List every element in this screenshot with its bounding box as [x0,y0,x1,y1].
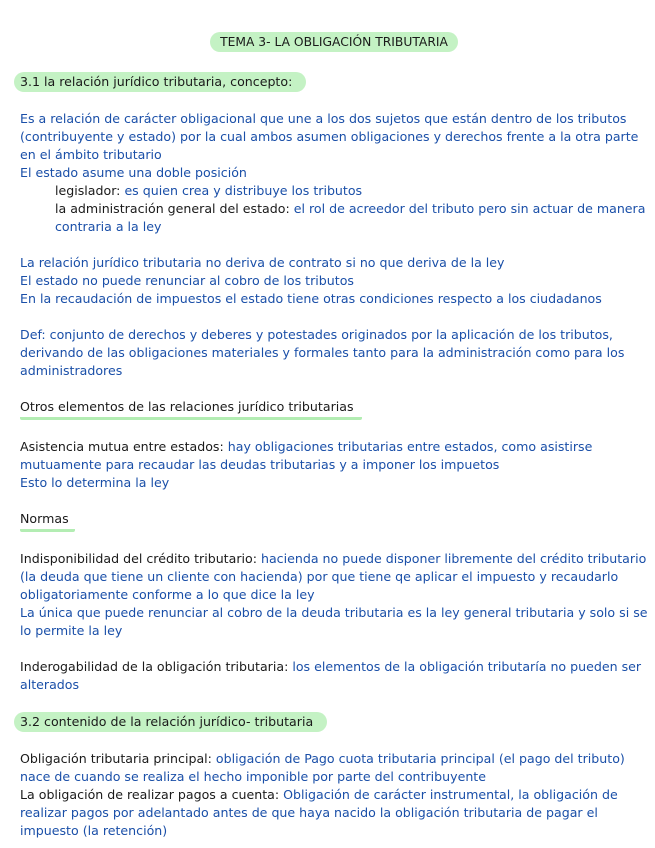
paragraph-relacion-definicion: Es a relación de carácter obligacional que une a los dos sujetos que están dentro de los tributos (contribuyente y estado) por la cual ambos asumen obligaciones y derechos frente a la otra parte en el ámbito tributario [20,111,639,162]
obligacion-principal-label: Obligación tributaria principal: [20,751,212,766]
paragraph-recaudacion: En la recaudación de impuestos el estado tiene otras condiciones respecto a los ciudadanos [20,291,602,306]
document-page [20,0,648,840]
paragraph-indisponibilidad [20,550,648,604]
inderogabilidad-text: los elementos de la obligación tributaría no pueden ser alterados [20,659,642,692]
item-legislador-label: legislador: [55,183,121,198]
paragraph-obligacion-principal [20,750,648,786]
pagos-cuenta-text: Obligación de carácter instrumental, la obligación de realizar pagos por adelantado antes de que haya nacido la obligación tributaria de pagar el impuesto (la retención) [20,787,618,838]
asistencia-text: hay obligaciones tributarias entre estados, como asistirse mutuamente para recaudar las deudas tributarias y a imponer los impuetos [20,439,593,472]
item-legislador-text: es quien crea y distribuye los tributos [124,183,363,198]
title-container [20,32,648,52]
indisponibilidad-label: Indisponibilidad del crédito tributario: [20,551,257,566]
paragraph-no-contrato: La relación jurídico tributaria no deriva de contrato si no que deriva de la ley [20,255,505,270]
item-administracion-text: el rol de acreedor del tributo pero sin actuar de manera contraria a la ley [55,201,646,234]
item-administracion-label: la administración general del estado: [55,201,290,216]
normas-heading: Normas [20,510,75,532]
section-3-1-heading: 3.1 la relación jurídico tributaria, concepto: [14,72,306,92]
paragraph-renuncia-ley: La única que puede renunciar al cobro de la deuda tributaria es la ley general tributaria y solo si se lo permite la ley [20,605,648,638]
item-legislador [20,182,648,200]
otros-heading: Otros elementos de las relaciones jurídico tributarias [20,398,362,420]
section-3-2-heading-row [20,712,648,732]
asistencia-label: Asistencia mutua entre estados: [20,439,224,454]
section-3-1-heading-row [20,72,648,92]
paragraph-asistencia-mutua [20,438,648,474]
item-administracion [20,200,648,236]
document-title: TEMA 3- LA OBLIGACIÓN TRIBUTARIA [210,32,458,52]
section-3-2-heading: 3.2 contenido de la relación jurídico- tributaria [14,712,327,732]
normas-heading-row [20,510,648,532]
otros-heading-row [20,398,648,420]
indisponibilidad-text: hacienda no puede disponer libremente del crédito tributario (la deuda que tiene un cliente con hacienda) por que tiene qe aplicar el impuesto y recaudarlo obligatoriamente conforme a lo que dice la ley [20,551,647,602]
obligacion-principal-text: obligación de Pago cuota tributaria principal (el pago del tributo) nace de cuando se realiza el hecho imponible por parte del contribuyente [20,751,625,784]
paragraph-inderogabilidad [20,658,648,694]
paragraph-no-renunciar: El estado no puede renunciar al cobro de los tributos [20,273,354,288]
paragraph-determina-ley: Esto lo determina la ley [20,475,170,490]
paragraph-pagos-cuenta [20,786,648,840]
pagos-cuenta-label: La obligación de realizar pagos a cuenta: [20,787,280,802]
paragraph-definicion: Def: conjunto de derechos y deberes y potestades originados por la aplicación de los tributos, derivando de las obligaciones materiales y formales tanto para la administración como para los administradores [20,327,625,378]
inderogabilidad-label: Inderogabilidad de la obligación tributaria: [20,659,289,674]
paragraph-doble-posicion: El estado asume una doble posición [20,165,247,180]
